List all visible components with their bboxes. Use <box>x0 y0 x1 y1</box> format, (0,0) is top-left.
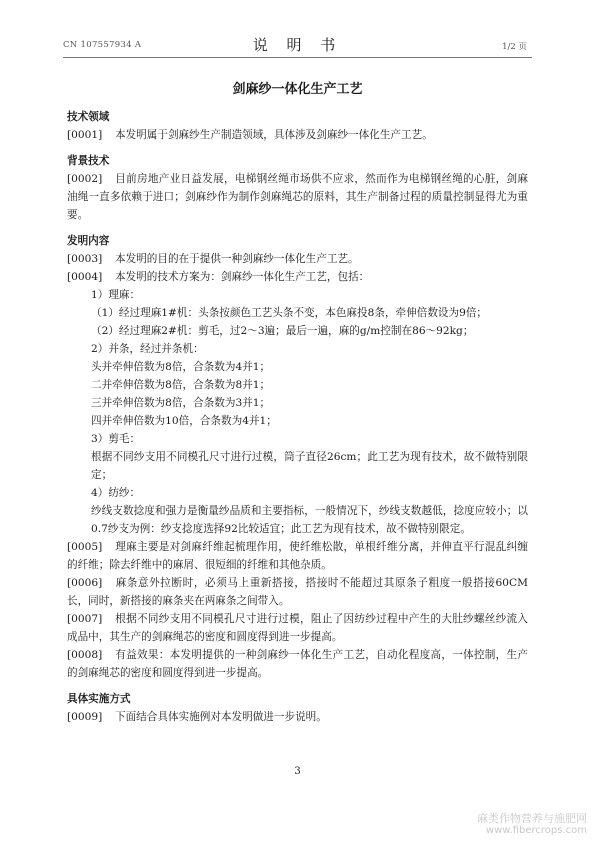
section-heading-embodiment: 具体实施方式 <box>67 693 131 705</box>
paragraph-number: [0006] <box>67 577 103 589</box>
document-title: 剑麻纱一体化生产工艺 <box>232 82 363 97</box>
document-type: 说 明 书 <box>252 36 343 54</box>
paragraph-0005 <box>67 538 528 574</box>
paragraph-text: 本发明属于剑麻纱生产制造领域，具体涉及剑麻纱一体化生产工艺。 <box>115 129 433 141</box>
step-line: （2）经过理麻2#机：剪毛，过2～3遍；最后一遍，麻的g/m控制在86～92kg； <box>91 325 474 337</box>
header-divider <box>63 57 532 58</box>
paragraph-0008 <box>67 646 528 682</box>
document-body <box>67 100 528 726</box>
paragraph-number: [0008] <box>67 649 103 661</box>
step-line: 2）并条，经过并条机： <box>91 343 204 355</box>
spin-description: 纱线支数捻度和强力是衡量纱品质和主要指标，一般情况下，纱线支数越低，捻度应较小；以0.7纱支为例：纱支捻度选择92比较适宜；此工艺为现有技术，故不做特别限定。 <box>91 505 528 535</box>
section-heading-background: 背景技术 <box>67 155 110 167</box>
step-line: 3）剪毛： <box>91 433 141 445</box>
watermark-url: www.fibercrops.com <box>485 825 587 836</box>
paragraph-0002 <box>67 170 528 224</box>
paragraph-number: [0002] <box>67 173 103 185</box>
paragraph-text: 下面结合具体实施例对本发明做进一步说明。 <box>115 711 327 723</box>
publication-number: CN 107557934 A <box>63 40 142 50</box>
paragraph-number: [0007] <box>67 613 103 625</box>
step-list <box>67 286 528 448</box>
section-heading-tech-field: 技术领域 <box>67 111 110 123</box>
paragraph-number: [0009] <box>67 711 103 723</box>
page-info: 1/2 页 <box>502 42 527 52</box>
step-line: 头并牵伸倍数为8倍，合条数为4并1； <box>91 361 271 373</box>
section-heading-invention: 发明内容 <box>67 235 110 247</box>
paragraph-0006 <box>67 574 528 610</box>
paragraph-number: [0005] <box>67 541 103 553</box>
paragraph-text: 本发明的目的在于提供一种剑麻纱一体化生产工艺。 <box>115 253 359 265</box>
step-line: 三并牵伸倍数为8倍，合条数为3并1； <box>91 397 271 409</box>
paragraph-text: 理麻主要是对剑麻纤维起梳理作用，使纤维松散，单根纤维分离，并伸直平行混乱纠缠的纤维；除去纤维中的麻屑、很短细的纤维和其他杂质。 <box>67 541 528 571</box>
paragraph-text: 根据不同纱支用不同模孔尺寸进行过模，阻止了因纺纱过程中产生的大肚纱螺丝纱流入成品中，其生产的剑麻绳芯的密度和圆度得到进一步提高。 <box>67 613 528 643</box>
paragraph-0003 <box>67 250 528 268</box>
paragraph-0009 <box>67 708 528 726</box>
spin-heading: 4）纺纱： <box>91 487 141 499</box>
step-line: 二并牵伸倍数为8倍，合条数为8并1； <box>91 379 271 391</box>
paragraph-text: 目前房地产业日益发展，电梯钢丝绳市场供不应求，然而作为电梯钢丝绳的心脏，剑麻油绳一直多依赖于进口；剑麻纱作为制作剑麻绳芯的原料，其生产制备过程的质量控制显得尤为重要。 <box>67 173 528 221</box>
paragraph-0004 <box>67 268 528 286</box>
paragraph-text: 有益效果：本发明提供的一种剑麻纱一体化生产工艺，自动化程度高，一体控制，生产的剑麻绳芯的密度和圆度得到进一步提高。 <box>67 649 528 679</box>
paragraph-text: 本发明的技术方案为：剑麻纱一体化生产工艺，包括： <box>115 271 370 283</box>
page-number: 3 <box>294 766 301 777</box>
step-line: 1）理麻： <box>91 289 141 301</box>
paragraph-0001 <box>67 126 528 144</box>
paragraph-text: 麻条意外拉断时，必须马上重新搭接，搭接时不能超过其原条子粗度一般搭接60CM长，同时，新搭接的麻条夹在两麻条之间带入。 <box>67 577 528 607</box>
step-line: （1）经过理麻1#机：头条按颜色工艺头条不变，本色麻投8条，牵伸倍数设为9倍； <box>91 307 488 319</box>
paragraph-0007 <box>67 610 528 646</box>
paragraph-number: [0003] <box>67 253 103 265</box>
paragraph-number: [0001] <box>67 129 103 141</box>
cut-description: 根据不同纱支用不同模孔尺寸进行过模，筒子直径26cm；此工艺为现有技术，故不做特别限定； <box>91 451 528 481</box>
paragraph-number: [0004] <box>67 271 103 283</box>
step-line: 四并牵伸倍数为10倍，合条数为4并1； <box>91 415 277 427</box>
watermark-title: 麻类作物营养与施肥网 <box>477 812 587 825</box>
